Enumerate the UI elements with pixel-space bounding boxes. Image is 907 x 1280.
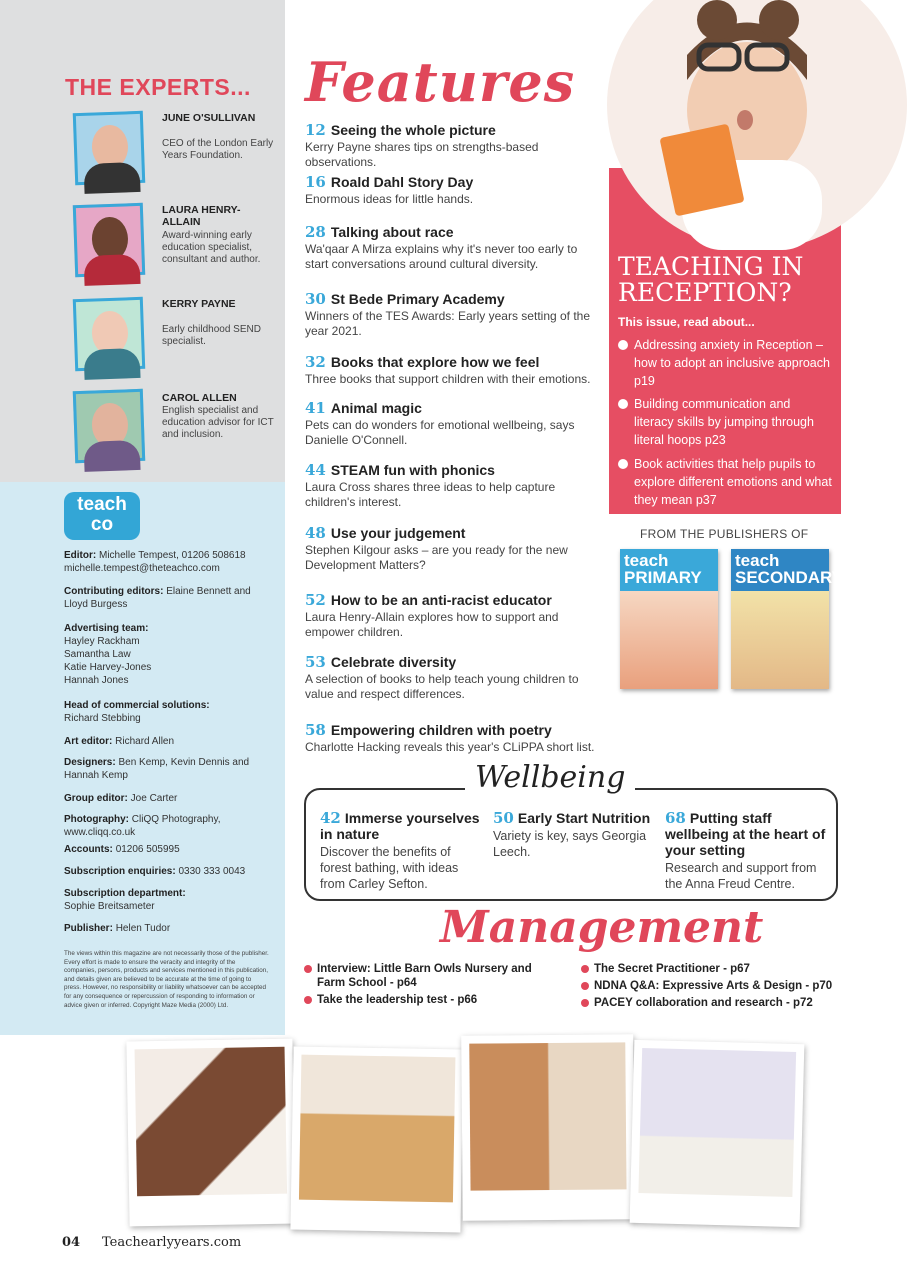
expert-photo	[73, 111, 145, 185]
reception-bullet: Building communication and literacy skills by jumping through literal hoops p23	[618, 395, 833, 449]
expert-photo	[73, 389, 145, 463]
expert-desc: Early childhood SEND specialist.	[162, 324, 261, 347]
management-item: PACEY collaboration and research - p72	[581, 996, 851, 1010]
feature-item: 58 Empowering children with poetry Charlotte Hacking reveals this year's CLiPPA short list.	[305, 721, 595, 754]
feature-item: 52 How to be an anti-racist educator Laura Henry-Allain explores how to support and empower children.	[305, 591, 559, 639]
page-number: 04	[62, 1235, 81, 1250]
feature-item: 28 Talking about race Wa'qaar A Mirza explains why it's never too early to start conversations around cultural diversity.	[305, 223, 578, 271]
staff-publisher: Publisher: Helen Tudor	[64, 923, 171, 934]
feature-item: 48 Use your judgement Stephen Kilgour asks – are you ready for the new Development Matters?	[305, 524, 568, 572]
photo-toddler-smiling	[126, 1039, 295, 1227]
experts-title: THE EXPERTS...	[65, 74, 251, 100]
expert-name: CAROL ALLEN	[162, 392, 237, 404]
feature-item: 16 Roald Dahl Story Day Enormous ideas for little hands.	[305, 173, 474, 206]
photo-toddler-basket	[290, 1047, 463, 1233]
hero-photo	[607, 0, 907, 250]
management-item: Take the leadership test - p66	[304, 993, 554, 1007]
expert-photo	[73, 297, 145, 371]
staff-photography: Photography: CliQQ Photography, www.cliqq.co.uk	[64, 814, 221, 838]
reception-bullet: Addressing anxiety in Reception – how to adopt an inclusive approach p19	[618, 336, 833, 390]
expert-photo	[73, 203, 145, 277]
reception-intro: This issue, read about...	[618, 315, 755, 329]
expert-name: KERRY PAYNE	[162, 298, 236, 310]
expert-name: JUNE O'SULLIVAN	[162, 112, 256, 124]
expert-desc: English specialist and education advisor for ICT and inclusion.	[162, 405, 274, 440]
feature-item: 12 Seeing the whole picture Kerry Payne shares tips on strengths-based observations.	[305, 121, 539, 169]
staff-subscription-dept: Subscription department: Sophie Breitsameter	[64, 888, 186, 912]
expert-desc: Award-winning early education specialist, consultant and author.	[162, 230, 261, 265]
logo-line1: teach	[77, 494, 127, 515]
publishers-label: FROM THE PUBLISHERS OF	[640, 527, 809, 541]
management-item: Interview: Little Barn Owls Nursery and Farm School - p64	[304, 962, 554, 990]
management-item: The Secret Practitioner - p67	[581, 962, 851, 976]
feature-item: 41 Animal magic Pets can do wonders for emotional wellbeing, says Danielle O'Connell.	[305, 399, 575, 447]
staff-designers: Designers: Ben Kemp, Kevin Dennis and Hannah Kemp	[64, 757, 250, 781]
wellbeing-title: Wellbeing	[465, 760, 635, 795]
wellbeing-item: 68 Putting staff wellbeing at the heart of your setting Research and support from the Anna Freud Centre.	[665, 809, 826, 891]
staff-group-editor: Group editor: Joe Carter	[64, 793, 178, 804]
features-title: Features	[305, 50, 576, 114]
teachco-logo	[64, 492, 140, 540]
logo-line2: co	[90, 514, 114, 535]
teach-secondary-cover: teach SECONDARY	[731, 549, 829, 689]
staff-contributing: Contributing editors: Elaine Bennett and Lloyd Burgess	[64, 586, 251, 610]
disclaimer: The views within this magazine are not necessarily those of the publisher. Every effort is made to ensure the veracity and integrity of the companies, persons, products and services mentioned in this publication, and details given are believed to be accurate at the time of going to press. However, no responsibility or liability whatsoever can be accepted for any consequence or repercussion of responding to information or advice given or inferred. Copyright Maze Media (2000) Ltd.	[64, 950, 269, 1009]
photo-child-letters	[630, 1040, 805, 1227]
feature-item: 30 St Bede Primary Academy Winners of the TES Awards: Early years setting of the year 2021.	[305, 290, 591, 338]
reception-title: TEACHING IN RECEPTION?	[618, 252, 804, 307]
photo-teacher-child	[461, 1034, 635, 1220]
expert-name: LAURA HENRY-ALLAIN	[162, 204, 241, 228]
expert-desc: CEO of the London Early Years Foundation.	[162, 138, 274, 161]
teach-primary-cover: teach PRIMARY	[620, 549, 718, 689]
child-with-glasses-illustration	[607, 0, 907, 250]
feature-item: 53 Celebrate diversity A selection of books to help teach young children to value and respect differences.	[305, 653, 579, 701]
staff-editor: Editor: Michelle Tempest, 01206 508618 michelle.tempest@theteachco.com	[64, 550, 246, 574]
staff-subscription-enquiries: Subscription enquiries: 0330 333 0043	[64, 866, 246, 877]
footer-site: Teachearlyyears.com	[102, 1235, 242, 1250]
reception-bullet: Book activities that help pupils to explore different emotions and what they mean p37	[618, 455, 833, 509]
staff-advertising: Advertising team: Hayley Rackham Samantha Law Katie Harvey-Jones Hannah Jones	[64, 623, 152, 686]
feature-item: 44 STEAM fun with phonics Laura Cross shares three ideas to help capture children's interest.	[305, 461, 556, 509]
wellbeing-item: 50 Early Start Nutrition Variety is key, says Georgia Leech.	[493, 809, 651, 859]
staff-accounts: Accounts: 01206 505995	[64, 844, 180, 855]
management-title: Management	[440, 902, 764, 953]
feature-item: 32 Books that explore how we feel Three books that support children with their emotions.	[305, 353, 591, 386]
staff-art-editor: Art editor: Richard Allen	[64, 736, 175, 747]
staff-commercial: Head of commercial solutions: Richard Stebbing	[64, 700, 210, 724]
management-item: NDNA Q&A: Expressive Arts & Design - p70	[581, 979, 851, 993]
wellbeing-item: 42 Immerse yourselves in nature Discover the benefits of forest bathing, with ideas from Carley Sefton.	[320, 809, 480, 891]
